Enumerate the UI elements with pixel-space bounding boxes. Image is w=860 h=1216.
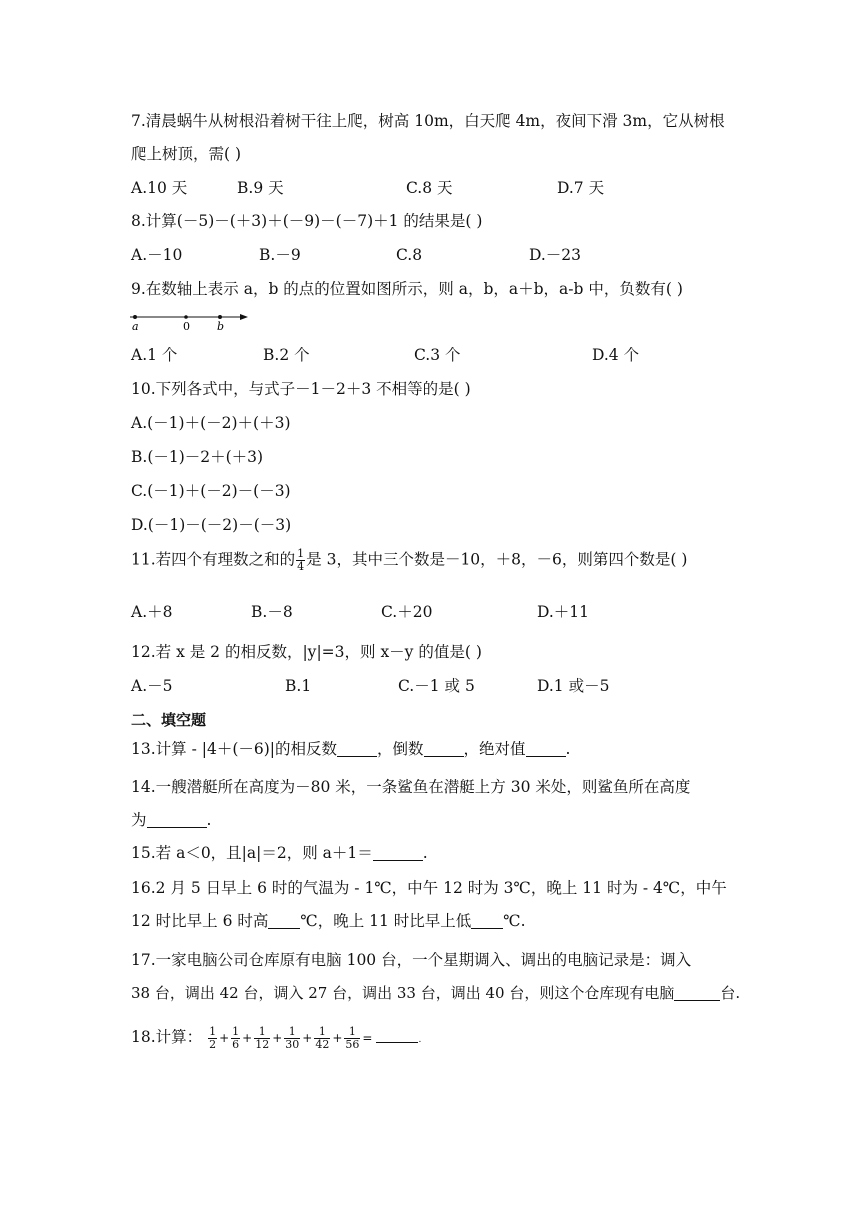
q12-option-d: D.1 或－5 [537,677,610,695]
q16-blank-rise[interactable] [268,912,300,929]
q15-part-b: . [422,844,428,862]
q18-frac-num: 1 [254,1026,270,1039]
q17-blank[interactable] [674,984,720,1001]
q11-option-a: A.＋8 [131,603,173,621]
q18-fraction [284,1026,300,1051]
q9-text: 9.在数轴上表示 a，b 的点的位置如图所示，则 a，b，a＋b，a-b 中，负数有( ) [131,280,683,298]
q18-end: . [418,1035,422,1045]
q13-blank-reciprocal[interactable] [424,740,464,757]
q16-line1: 16.2 月 5 日早上 6 时的气温为 - 1℃，中午 12 时为 3℃，晚上 11 时为 - 4℃，中午 [131,879,727,897]
q13-blank-opposite[interactable] [337,740,377,757]
q13-part3: ，绝对值 [463,740,526,758]
q15-text [131,842,428,864]
number-line-figure [128,308,252,334]
q8-option-c: C.8 [396,246,423,264]
q12-option-c: C.－1 或 5 [398,677,475,695]
q18-frac-den: 2 [209,1037,217,1051]
q13-part1: 13.计算 - |4＋(－6)|的相反数 [131,740,338,758]
q11-option-c: C.＋20 [381,603,433,621]
q10-text: 10.下列各式中，与式子－1－2＋3 不相等的是( ) [131,380,471,398]
q9-option-c: C.3 个 [414,346,461,364]
section-fill-in-title: 二、填空题 [131,711,207,729]
q18-frac-num: 1 [314,1026,330,1039]
q11-text [131,548,687,573]
q18-fraction [231,1026,240,1051]
q16-blank-drop[interactable] [471,912,503,929]
q18-frac-den: 56 [345,1037,360,1051]
q10-option-d: D.(－1)－(－2)－(－3) [131,516,292,534]
q11-text-before: 11.若四个有理数之和的 [131,550,296,569]
q18-frac-den: 42 [315,1037,330,1051]
q8-option-d: D.－23 [529,246,582,264]
q18-plus-sign: + [219,1031,230,1045]
q13-part2: ，倒数 [377,740,424,758]
q17-part-b: 台. [720,984,741,1002]
q16-part-b: ℃，晚上 11 时比早上低 [300,912,472,930]
q18-fraction [344,1026,360,1051]
q12-text: 12.若 x 是 2 的相反数，|y|=3，则 x－y 的值是( ) [131,643,482,661]
q7-line2: 爬上树顶，需( ) [131,145,242,163]
q18-fraction [254,1026,270,1051]
q10-option-c: C.(－1)＋(－2)－(－3) [131,482,291,500]
axis-label-a: a [132,320,139,333]
q7-option-d: D.7 天 [557,179,605,197]
q14-line2 [131,809,211,831]
q18-label: 18.计算： [131,1028,203,1046]
q10-option-a: A.(－1)＋(－2)＋(＋3) [131,414,291,432]
q9-option-a: A.1 个 [131,346,178,364]
q11-option-b: B.－8 [251,603,293,621]
q7-option-b: B.9 天 [237,179,284,197]
q18-frac-den: 6 [232,1037,240,1051]
q16-line2 [131,910,526,932]
q8-option-a: A.－10 [131,246,183,264]
q17-part-a: 38 台，调出 42 台，调入 27 台，调出 33 台，调出 40 台，则这个仓库现有电脑 [131,984,675,1002]
q7-line1: 7.清晨蜗牛从树根沿着树干往上爬，树高 10m，白天爬 4m，夜间下滑 3m，它从树根 [131,112,725,130]
q8-text: 8.计算(－5)－(＋3)＋(－9)－(－7)＋1 的结果是( ) [131,212,483,230]
q13-part4: . [565,740,571,758]
q18-frac-den: 12 [255,1037,270,1051]
q18-equals-sign: = [362,1031,373,1045]
axis-label-b: b [217,320,225,333]
q14-blank[interactable] [147,811,207,828]
q18-plus-sign: + [332,1031,343,1045]
q14-part-b: . [206,811,212,829]
q11-frac-num: 1 [297,547,305,560]
q7-option-a: A.10 天 [131,179,188,197]
q15-blank[interactable] [373,844,423,861]
q11-fraction [296,548,305,573]
q16-part-c: ℃. [503,912,526,930]
q11-option-d: D.＋11 [537,603,590,621]
q8-option-b: B.－9 [259,246,301,264]
q12-option-a: A.－5 [131,677,173,695]
q14-part-a: 为 [131,811,147,829]
q11-text-after: 是 3，其中三个数是－10，＋8，－6，则第四个数是( ) [306,550,688,569]
q18-fraction [314,1026,330,1051]
q18-frac-num: 1 [232,1024,240,1038]
q13-blank-absolute[interactable] [526,740,566,757]
q16-part-a: 12 时比早上 6 时高 [131,912,269,930]
q18-expression [207,1024,376,1051]
q18-frac-num: 1 [344,1026,360,1039]
q17-line2 [131,982,740,1004]
q14-line1: 14.一艘潜艇所在高度为－80 米，一条鲨鱼在潜艇上方 30 米处，则鲨鱼所在高度 [131,778,691,796]
q9-option-d: D.4 个 [592,346,640,364]
q18-fraction [208,1026,217,1051]
q18-plus-sign: + [242,1031,253,1045]
q17-line1: 17.一家电脑公司仓库原有电脑 100 台，一个星期调入、调出的电脑记录是：调入 [131,951,692,969]
q18-plus-sign: + [302,1031,313,1045]
q18-blank[interactable] [376,1026,418,1043]
q13-text [131,738,570,760]
q11-frac-den: 4 [297,560,305,573]
q12-option-b: B.1 [285,677,312,695]
q7-option-c: C.8 天 [406,179,453,197]
q9-option-b: B.2 个 [263,346,310,364]
q10-option-b: B.(－1)－2＋(＋3) [131,448,264,466]
axis-label-zero: 0 [183,320,190,333]
q18-plus-sign: + [272,1031,283,1045]
q18-frac-num: 1 [209,1024,217,1038]
q18-frac-num: 1 [284,1026,300,1039]
q18-frac-den: 30 [285,1037,300,1051]
q18-text [131,1019,421,1058]
q15-part-a: 15.若 a＜0，且|a|＝2，则 a＋1＝ [131,844,373,862]
